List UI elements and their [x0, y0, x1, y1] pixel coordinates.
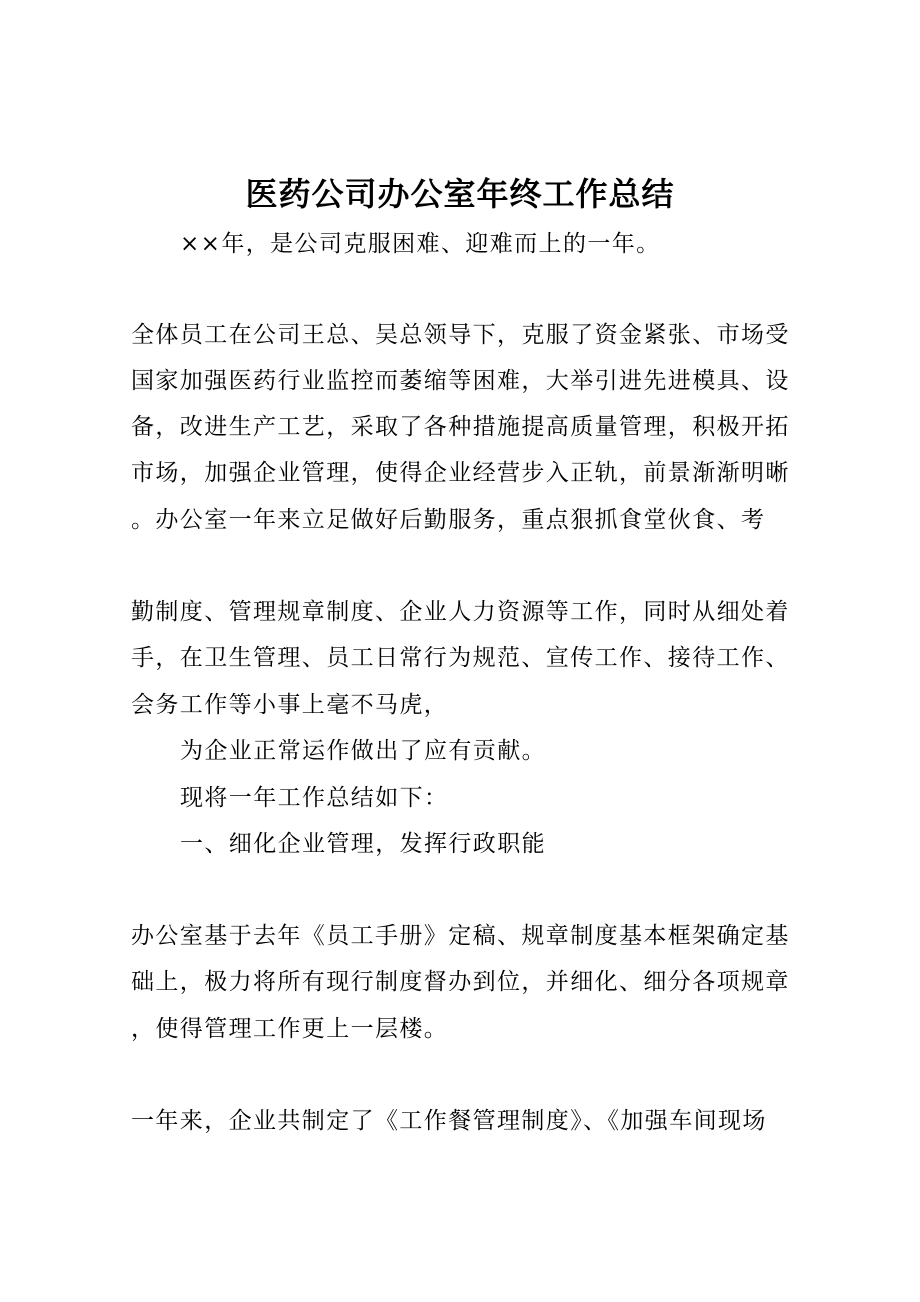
paragraph-line: 手，在卫生管理、员工日常行为规范、宣传工作、接待工作、	[131, 645, 790, 671]
paragraph-line: ××年，是公司克服困难、迎难而上的一年。	[180, 231, 661, 257]
document-title: 医药公司办公室年终工作总结	[245, 175, 675, 213]
paragraph-line: 会务工作等小事上毫不马虎，	[131, 692, 449, 718]
paragraph-line: 国家加强医药行业监控而萎缩等困难，大举引进先进模具、设	[131, 368, 790, 394]
paragraph-line: 备，改进生产工艺，采取了各种措施提高质量管理，积极开拓	[131, 414, 790, 440]
paragraph-line: 勤制度、管理规章制度、企业人力资源等工作，同时从细处着	[131, 599, 790, 625]
paragraph-line: 办公室基于去年《员工手册》定稿、规章制度基本框架确定基	[131, 923, 790, 949]
paragraph-line: 础上，极力将所有现行制度督办到位，并细化、细分各项规章	[131, 969, 790, 995]
section-heading: 一、细化企业管理，发挥行政职能	[180, 831, 546, 857]
paragraph-line: 为企业正常运作做出了应有贡献。	[180, 738, 546, 764]
paragraph-line: 现将一年工作总结如下：	[180, 785, 449, 811]
paragraph-line: 一年来，企业共制定了《工作餐管理制度》、《加强车间现场	[131, 1108, 767, 1134]
paragraph-line: ，使得管理工作更上一层楼。	[131, 1016, 449, 1042]
paragraph-line: 市场，加强企业管理，使得企业经营步入正轨，前景渐渐明晰	[131, 460, 790, 486]
paragraph-line: 。办公室一年来立足做好后勤服务，重点狠抓食堂伙食、考	[131, 507, 766, 533]
paragraph-line: 全体员工在公司王总、吴总领导下，克服了资金紧张、市场受	[131, 322, 790, 348]
